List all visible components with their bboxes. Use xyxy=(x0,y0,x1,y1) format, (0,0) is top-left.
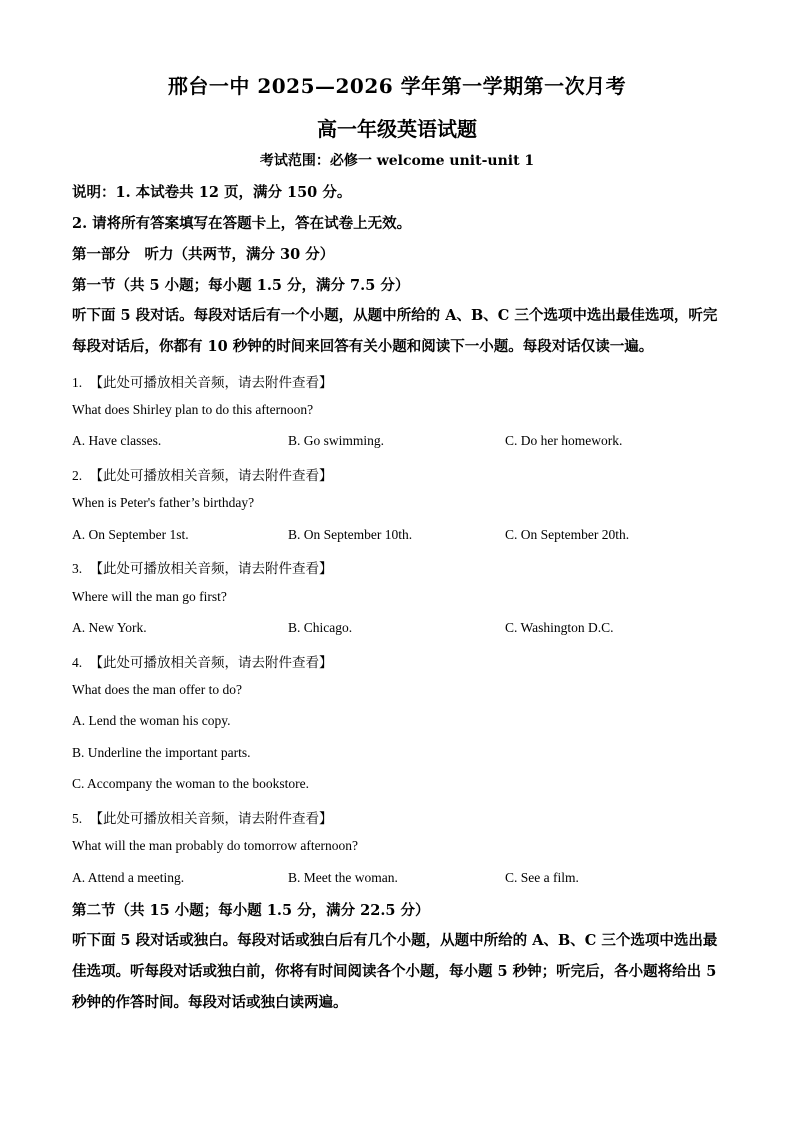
question-4-option-c: C. Accompany the woman to the bookstore. xyxy=(72,776,309,791)
question-5-audio[interactable] xyxy=(72,807,333,827)
question-2-audio[interactable] xyxy=(72,464,333,484)
question-5-text: What will the man probably do tomorrow afternoon? xyxy=(72,838,359,853)
question-3-audio[interactable] xyxy=(72,557,333,577)
section1-instructions: 听下面 5 段对话。每段对话后有一个小题，从题中所给的 A、B、C 三个选项中选出最佳选项，听完每段对话后，你都有 10 秒钟的时间来回答有关小题和阅读下一小题。每段对话仅读一遍。 xyxy=(72,307,718,355)
question-5-option-c: C. See a film. xyxy=(505,870,579,885)
question-1-audio[interactable] xyxy=(72,371,333,391)
question-2-text: When is Peter's father’s birthday? xyxy=(72,495,255,510)
question-5-option-a: A. Attend a meeting. xyxy=(72,870,185,885)
question-number: 4. xyxy=(72,655,83,670)
audio-placeholder: 【此处可播放相关音频，请去附件查看】 xyxy=(89,468,333,483)
question-number: 5. xyxy=(72,811,83,826)
audio-placeholder: 【此处可播放相关音频，请去附件查看】 xyxy=(89,811,333,826)
question-2-option-b: B. On September 10th. xyxy=(288,527,413,542)
question-1-text: What does Shirley plan to do this afternoon? xyxy=(72,402,314,417)
note-line-1: 说明：1. 本试卷共 12 页，满分 150 分。 xyxy=(72,184,352,201)
question-5-option-b: B. Meet the woman. xyxy=(288,870,398,885)
audio-placeholder: 【此处可播放相关音频，请去附件查看】 xyxy=(89,561,333,576)
question-4-option-b: B. Underline the important parts. xyxy=(72,745,251,760)
exam-title: 邢台一中 2025—2026 学年第一学期第一次月考 xyxy=(167,74,627,98)
question-1-option-b: B. Go swimming. xyxy=(288,433,385,448)
note-line-2: 2. 请将所有答案填写在答题卡上，答在试卷上无效。 xyxy=(72,215,412,232)
question-3-option-b: B. Chicago. xyxy=(288,620,353,635)
exam-subtitle: 高一年级英语试题 xyxy=(317,117,477,141)
question-3-option-a: A. New York. xyxy=(72,620,147,635)
section2-heading: 第二节（共 15 小题；每小题 1.5 分，满分 22.5 分） xyxy=(72,902,430,919)
section2-instructions: 听下面 5 段对话或独白。每段对话或独白后有几个小题，从题中所给的 A、B、C 三个选项中选出最佳选项。听每段对话或独白前，你将有时间阅读各个小题，每小题 5 秒钟；听完后，各小题将给出 5 秒钟的作答时间。每段对话或独白读两遍。 xyxy=(72,932,718,1011)
question-3-text: Where will the man go first? xyxy=(72,589,227,604)
question-number: 1. xyxy=(72,375,83,390)
exam-scope: 考试范围：必修一 welcome unit-unit 1 xyxy=(259,153,535,169)
audio-placeholder: 【此处可播放相关音频，请去附件查看】 xyxy=(89,655,333,670)
question-4-text: What does the man offer to do? xyxy=(72,682,242,697)
question-number: 2. xyxy=(72,468,83,483)
question-1-option-a: A. Have classes. xyxy=(72,433,162,448)
question-3-option-c: C. Washington D.C. xyxy=(505,620,614,635)
question-number: 3. xyxy=(72,561,83,576)
question-4-option-a: A. Lend the woman his copy. xyxy=(72,713,231,728)
question-2-option-c: C. On September 20th. xyxy=(505,527,630,542)
audio-placeholder: 【此处可播放相关音频，请去附件查看】 xyxy=(89,375,333,390)
question-4-audio[interactable] xyxy=(72,651,333,671)
question-1-option-c: C. Do her homework. xyxy=(505,433,623,448)
part1-heading: 第一部分 听力（共两节，满分 30 分） xyxy=(72,246,335,263)
question-2-option-a: A. On September 1st. xyxy=(72,527,189,542)
section1-heading: 第一节（共 5 小题；每小题 1.5 分，满分 7.5 分） xyxy=(72,277,410,294)
